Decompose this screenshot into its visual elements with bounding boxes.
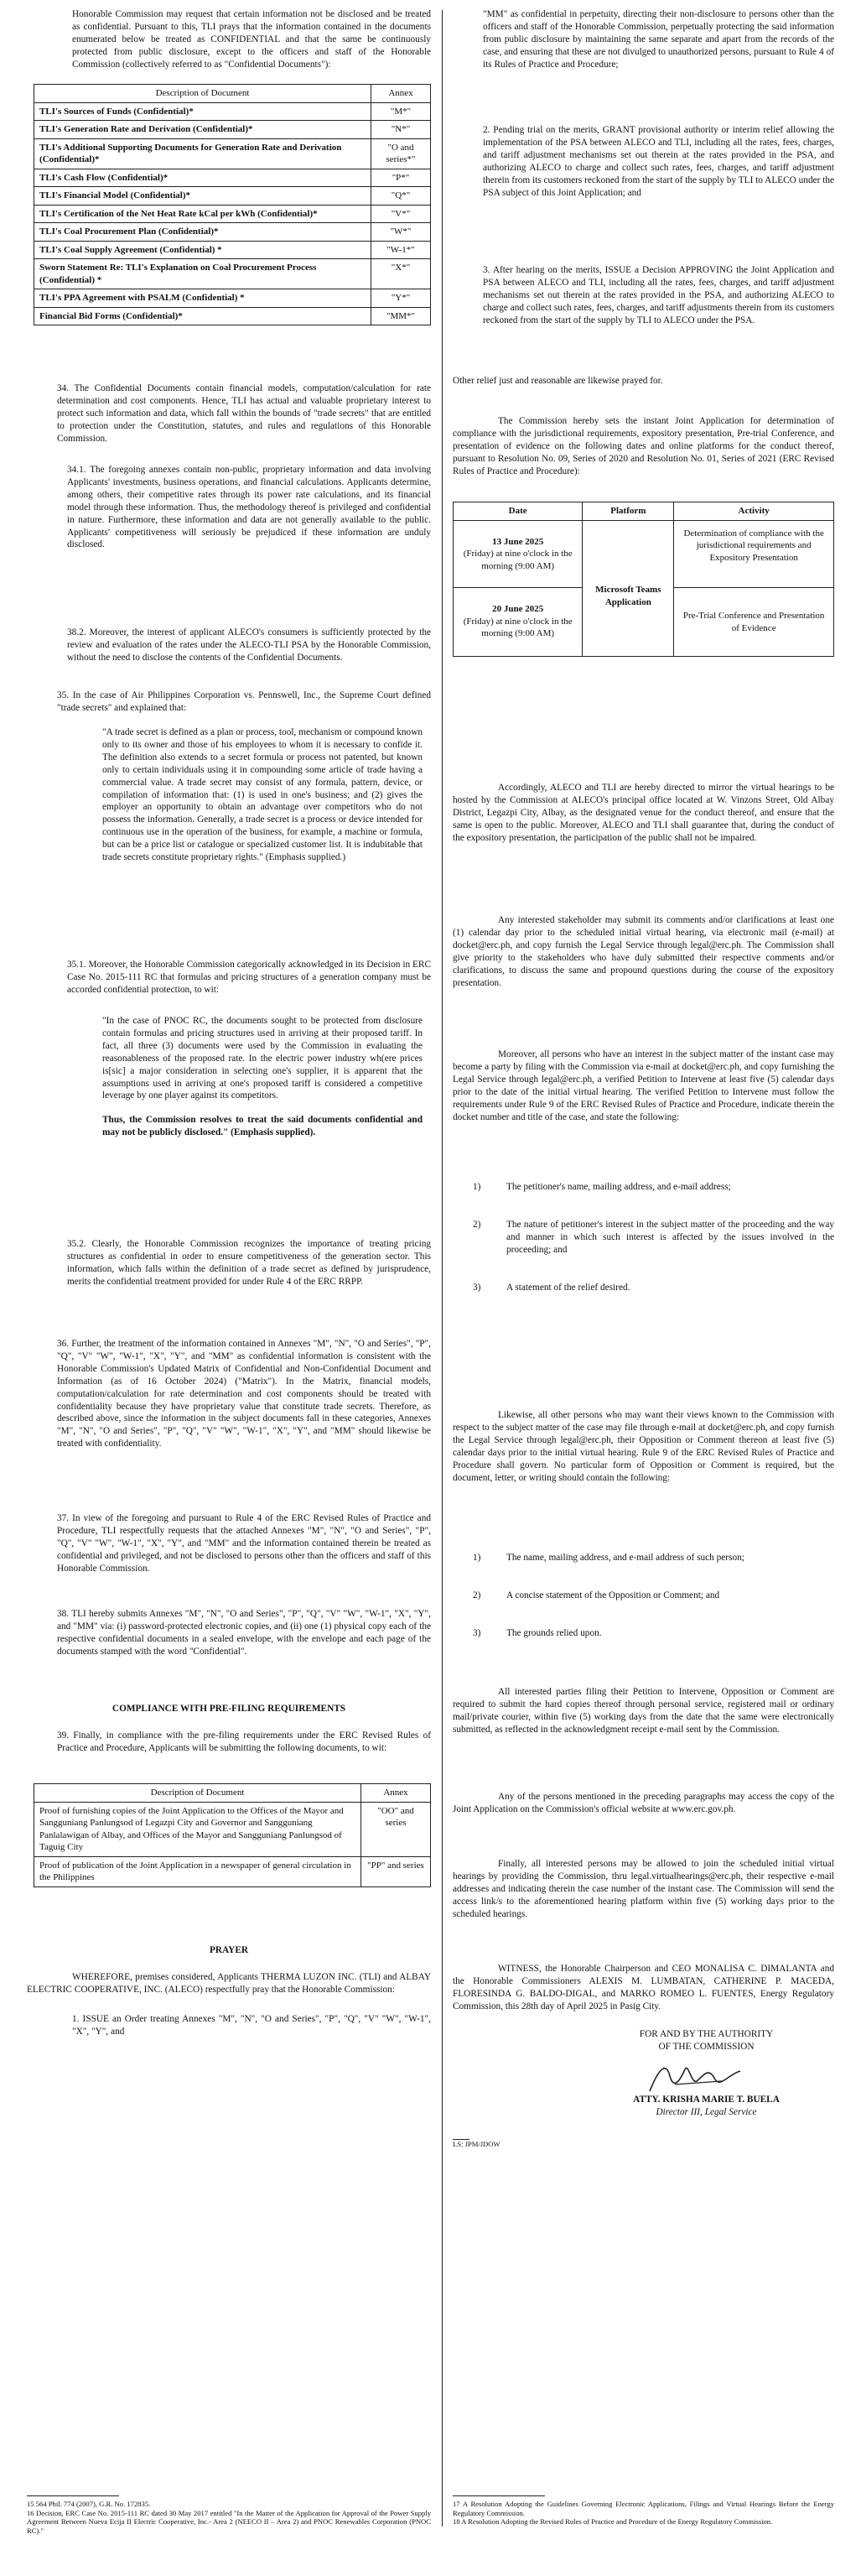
signatory-name: ATTY. KRISHA MARIE T. BUELA <box>633 2095 780 2105</box>
prayer-1-continued: "MM" as confidential in perpetuity, directing their non-disclosure to persons other than the officers and staff of the Honorable Commission, perpetually protecting the said information from public disclosure by maintaining the same separate and apart from the records of the case, and ensuring that these are not divulged to unauthorized persons, pursuant to Rule 4 of its Rules of Practice and Procedure; <box>483 9 834 70</box>
schedule-time: (Friday) at nine o'clock in the morning (9:00 AM) <box>463 549 573 571</box>
petition-requirements-list: 1) The petitioner's name, mailing address, and e-mail address; 2) The nature of petitioner's interest in the subject matter of the proceeding and the way and manner in which such interest is affected by the issues involved in the proceeding; and 3) A statement of the relief desired. <box>473 1182 834 1293</box>
document-description: TLI's Generation Rate and Derivation (Confidential)* <box>34 121 371 139</box>
document-description: TLI's PPA Agreement with PSALM (Confidential) * <box>34 289 371 308</box>
paragraph-35-2: 35.2. Clearly, the Honorable Commission recognizes the importance of treating pricing structures as confidential in order to ensure competitiveness of the generation sector. This information, which falls within the definition of a trade secret as defined by jurisprudence, merits the confidential treatment provided for under Rule 4 of the ERC RRPP. <box>67 1239 431 1287</box>
annex-label: "X*" <box>371 259 431 289</box>
document-description: TLI's Certification of the Net Heat Rate kCal per kWh (Confidential)* <box>34 205 371 223</box>
table-header: Annex <box>361 1784 431 1803</box>
table-header: Platform <box>583 502 674 521</box>
table-header: Date <box>454 502 583 521</box>
annex-label: "O and series*" <box>371 138 431 169</box>
table-header: Activity <box>674 502 834 521</box>
annex-label: "V*" <box>371 205 431 223</box>
schedule-activity: Determination of compliance with the jurisdictional requirements and Expository Presentation <box>674 520 834 588</box>
annex-label: "Y*" <box>371 289 431 308</box>
document-description: Sworn Statement Re: TLI's Explanation on Coal Procurement Process (Confidential) * <box>34 259 371 289</box>
footnote: 16 Decision, ERC Case No. 2015-111 RC dated 30 May 2017 entitled "In the Matter of the Application for Approval of the Power Supply Agreement Between Nueva Ecija II Electric Cooperative, Inc.- Area 2 (NEECO II – Area 2) and PNOC Renewables Corporation (PNOC RC)." <box>27 2508 431 2536</box>
footnote-rule <box>27 2495 119 2496</box>
list-item: A concise statement of the Opposition or Comment; and <box>506 1590 720 1600</box>
table-header: Description of Document <box>34 85 371 103</box>
compliance-heading: COMPLIANCE WITH PRE-FILING REQUIREMENTS <box>112 1704 346 1714</box>
footnote: 17 A Resolution Adopting the Guidelines Governing Electronic Applications, Filings and Virtual Hearings Before the Energy Regulatory Commission. <box>453 2500 834 2517</box>
other-relief: Other relief just and reasonable are likewise prayed for. <box>453 376 663 386</box>
document-description: Proof of publication of the Joint Application in a newspaper of general circulation in the Philippines <box>34 1856 361 1886</box>
table-header: Annex <box>371 85 431 103</box>
document-description: TLI's Coal Procurement Plan (Confidential)* <box>34 223 371 242</box>
table-header: Description of Document <box>34 1784 361 1803</box>
table-row <box>454 520 834 588</box>
column-divider <box>442 10 443 2527</box>
footnote: 18 A Resolution Adopting the Revised Rules of Practice and Procedure of the Energy Regulatory Commission. <box>453 2517 773 2527</box>
table-row <box>34 205 431 223</box>
confidential-documents-table <box>34 84 431 325</box>
paragraph-34: 34. The Confidential Documents contain financial models, computation/calculation for rate determination and cost components. Hence, TLI has actual and valuable proprietary interest to protect such information and data, which fall within the bounds of "trade secrets" that are entitled to protection under the Constitution, statutes, and rules and regulations of this Honorable Commission. <box>57 383 431 444</box>
table-row <box>34 1802 431 1856</box>
schedule-activity: Pre-Trial Conference and Presentation of Evidence <box>674 588 834 657</box>
commission-sets-paragraph: The Commission hereby sets the instant Joint Application for determination of compliance with the jurisdictional requirements, expository presentation, Pre-trial Conference, and presentation of evidence on the following dates and online platforms for the conduct thereof, pursuant to Resolution No. 09, Series of 2020 and Resolution No. 01, Series of 2021 (ERC Revised Rules of Practice and Procedure): <box>453 416 834 476</box>
prayer-item-1: 1. ISSUE an Order treating Annexes "M", "N", "O and Series", "P", "Q", "V" "W", "W-1", "X", "Y", and <box>72 2014 431 2037</box>
prayer-heading: PRAYER <box>209 1945 249 1955</box>
schedule-time: (Friday) at nine o'clock in the morning (9:00 AM) <box>463 616 573 639</box>
prayer-item-3: 3. After hearing on the merits, ISSUE a Decision APPROVING the Joint Application and PSA between ALECO and TLI, including all the rates, fees, charges, and tariff adjustment mechanisms set out therein at the rates provided in the PSA, and authorizing ALECO to charge and collect such rates, fees, charges, and tariff adjustments therein from its customers reckoned from the start of the supply by TLI to ALECO under the PSA. <box>483 265 834 325</box>
table-row <box>34 307 431 325</box>
paragraph-38: 38. TLI hereby submits Annexes "M", "N", "O and Series", "P", "Q", "V" "W", "W-1", "X", "Y", and "MM" via: (i) password-protected electronic copies, and (ii) one (1) physical copy each of the respective confidential documents in a sealed envelope, with the envelope and each page of the documents stamped with the word "Confidential". <box>57 1609 431 1657</box>
authority-line: OF THE COMMISSION <box>658 2041 755 2052</box>
virtual-hearing-paragraph: Finally, all interested persons may be allowed to join the scheduled initial virtual hearings by providing the Commission, thru legal.virtualhearings@erc.ph, their respective e-mail addresses and indicating therein the case number of the instant case. The Commission will send the access link/s to the aforementioned hearing platform within five (5) working days prior to the scheduled hearings. <box>453 1859 834 1919</box>
annex-label: "Q*" <box>371 187 431 206</box>
table-row <box>34 169 431 187</box>
signatory-title: Director III, Legal Service <box>656 2106 757 2117</box>
table-row <box>34 241 431 259</box>
table-row <box>34 259 431 289</box>
website-paragraph: Any of the persons mentioned in the preceding paragraphs may access the copy of the Joint Application on the Commission's official website at www.erc.gov.ph. <box>453 1792 834 1814</box>
hard-copies-paragraph: All interested parties filing their Petition to Intervene, Opposition or Comment are required to submit the hard copies thereof through personal service, registered mail or ordinary mail/private courier, within five (5) working days from the date that the same were electronically submitted, as reflected in the acknowledgment receipt e-mail sent by the Commission. <box>453 1687 834 1735</box>
initials: LS: JPM/JDOW <box>453 2140 501 2148</box>
schedule-platform: Microsoft Teams Application <box>583 520 674 657</box>
paragraph-34-1: 34.1. The foregoing annexes contain non-public, proprietary information and data involving Applicants' investments, business operations, and financial calculations. Applicants determine, among others, their competitive rates through its power rate calculations, and its financial model through these information. Thus, the methodology thereof is privileged and confidential in nature. Furthermore, these information and data are not generally available to the public. Applicants' competitiveness will seriously be prejudiced if these information are unduly disclosed. <box>67 465 431 550</box>
list-item: The petitioner's name, mailing address, and e-mail address; <box>506 1182 731 1192</box>
annex-label: "M*" <box>371 102 431 121</box>
opposition-requirements-list: 1) The name, mailing address, and e-mail address of such person; 2) A concise statement of the Opposition or Comment; and 3) The grounds relied upon. <box>453 1552 834 1640</box>
prayer-item-2: 2. Pending trial on the merits, GRANT provisional authority or interim relief allowing the implementation of the PSA between ALECO and TLI, including all the rates, fees, charges, and tariff adjustment mechanisms set out therein at the rates provided in the PSA, and authorizing ALECO to charge and collect such rates, fees, charges, and tariff adjustment therein from its customers reckoned from the start of the supply by TLI to ALECO under the PSA subject of this Joint Application; and <box>483 125 834 198</box>
table-row <box>34 102 431 121</box>
document-description: TLI's Cash Flow (Confidential)* <box>34 169 371 187</box>
document-description: Proof of furnishing copies of the Joint Application to the Offices of the Mayor and Sangguniang Panlungsod of Legazpi City and Governor and Sangguniang Panlalawigan of Albay, and Offices of the Mayor and Sangguniang Panlungsod of Taguig City <box>34 1802 361 1856</box>
paragraph-36: 36. Further, the treatment of the information contained in Annexes "M", "N", "O and Series", "P", "Q", "V" "W", "W-1", "X", "Y", and "MM" as confidential information is consistent with the Honorable Commission's Updated Matrix of Confidential and Non-Confidential Document and Information (as of 16 October 2024) ("Matrix"). In the Matrix, financial models, computation/calculation for rate determination and cost components should be treated with confidentiality because they have proprietary value that constitute trade secrets. Therefore, as described above, since the information in the subject documents fall in these categories, Annexes "M", "N", "O and Series", "P", "Q", "V" "W", "W-1", "X", "Y", and "MM" should likewise be treated with confidentiality. <box>57 1339 431 1449</box>
paragraph-35: 35. In the case of Air Philippines Corporation vs. Pennswell, Inc., the Supreme Court defined "trade secrets" and explained that: <box>57 690 431 713</box>
paragraph-37: 37. In view of the foregoing and pursuant to Rule 4 of the ERC Revised Rules of Practice and Procedure, TLI respectfully requests that the attached Annexes "M", "N", "O and Series", "P", "Q", "V" "W", "W-1", "X", "Y", and "MM" and the information contained therein be treated as confidential and privileged, and not be disclosed to persons other than the officers and staff of this Honorable Commission. <box>57 1513 431 1574</box>
intervene-paragraph: Moreover, all persons who have an interest in the subject matter of the instant case may become a party by filing with the Commission via e-mail at docket@erc.ph, and copy furnishing the Legal Service through legal@erc.ph, a verified Petition to Intervene at least five (5) calendar days prior to the date of the initial virtual hearing. The verified Petition to Intervene must follow the requirements under Rule 9 of the ERC Revised Rules of Practice and Procedure, indicate therein the docket number and title of the case, and state the following: <box>453 1049 834 1122</box>
document-description: TLI's Financial Model (Confidential)* <box>34 187 371 206</box>
authority-line: FOR AND BY THE AUTHORITY <box>639 2029 774 2039</box>
list-item: The name, mailing address, and e-mail address of such person; <box>506 1553 744 1563</box>
schedule-date: 20 June 2025 <box>492 604 544 615</box>
opposition-paragraph: Likewise, all other persons who may want their views known to the Commission with respect to the subject matter of the case may file through e-mail at docket@erc.ph, and copy furnish the Legal Service through legal@erc.ph, their Opposition or Comment thereon at least five (5) calendar days prior to the initial virtual hearing. Rule 9 of the ERC Revised Rules of Practice and Procedure shall govern. No particular form of Opposition or Comment is required, but the document, letter, or writing should contain the following: <box>453 1410 834 1483</box>
table-row <box>34 1856 431 1886</box>
annex-label: "N*" <box>371 121 431 139</box>
quote-pnoc: "In the case of PNOC RC, the documents sought to be protected from disclosure contain formulas and pricing structures used in arriving at their proposed tariff. In fact, all three (3) documents were used by the Commission in evaluating the reasonableness of the proposed rate. In the electric power industry wh(ere prices is[sic] a major consideration in selecting one's supplier, it is apparent that the assumptions used in arriving at one's proposed tariff is considered a competitive leverage by one player against its competitors. <box>102 1016 423 1101</box>
quote-trade-secret: "A trade secret is defined as a plan or process, tool, mechanism or compound known only to its owner and those of his employees to whom it is necessary to confide it. The definition also extends to a secret formula or process not patented, but known only to certain individuals using it in compounding some article of trade having a commercial value. A trade secret may consist of any formula, pattern, device, or compilation of information that: (1) is used in one's business; and (2) gives the employer an opportunity to obtain an advantage over competitors who do not possess the information. Generally, a trade secret is a process or device intended for continuous use in the operation of the business, for example, a machine or formula, but can be a price list or catalogue or specialized customer list. It is indubitable that trade secrets constitute proprietary rights." (Emphasis supplied.) <box>102 727 423 863</box>
quote-pnoc-resolution: Thus, the Commission resolves to treat the said documents confidential and may not be publicly disclosed." (Emphasis supplied). <box>102 1115 423 1138</box>
list-item: The grounds relied upon. <box>506 1627 602 1638</box>
stakeholder-paragraph: Any interested stakeholder may submit its comments and/or clarifications at least one (1) calendar day prior to the scheduled initial virtual hearing, via electronic mail (e-mail) at docket@erc.ph, and copy furnish the Legal Service through legal@erc.ph. The Commission shall give priority to the stakeholders who have duly submitted their respective comments and/or clarifications, to discuss the same and propound questions during the course of the expository presentation. <box>453 915 834 988</box>
list-item: The nature of petitioner's interest in the subject matter of the proceeding and the way and manner in which such interest is affected by the issues involved in the proceeding; and <box>506 1219 834 1255</box>
list-item: A statement of the relief desired. <box>506 1282 630 1293</box>
accordingly-paragraph: Accordingly, ALECO and TLI are hereby directed to mirror the virtual hearings to be hosted by the Commission at ALECO's principal office located at W. Vinzons Street, Old Albay District, Legazpi City, Albay, as the designated venue for the conduct thereof, and ensure that the same is open to the public. Moreover, ALECO and TLI shall guarantee that, during the conduct of the expository presentation, the participation of the public shall not be impaired. <box>453 783 834 843</box>
table-row <box>34 121 431 139</box>
annex-label: "PP" and series <box>361 1856 431 1886</box>
intro-paragraph: Honorable Commission may request that certain information not be disclosed and be treated as confidential. Pursuant to this, TLI prays that the information contained in the documents enumerated below be treated as CONFIDENTIAL and that the same be continuously protected from public disclosure, except to the officers and staff of the Honorable Commission (collectively referred to as "Confidential Documents"): <box>72 9 431 70</box>
annex-label: "P*" <box>371 169 431 187</box>
hearing-schedule-table <box>453 502 834 657</box>
wherefore-paragraph: WHEREFORE, premises considered, Applicants THERMA LUZON INC. (TLI) and ALBAY ELECTRIC COOPERATIVE, INC. (ALECO) respectfully pray that the Honorable Commission: <box>27 1972 431 1995</box>
signature-image <box>641 2059 759 2098</box>
paragraph-38-2: 38.2. Moreover, the interest of applicant ALECO's consumers is sufficiently protected by the review and evaluation of the rates under the ALECO-TLI PSA by the Honorable Commission, without the need to disclose the contents of the Confidential Documents. <box>67 627 431 663</box>
annex-label: "W-1*" <box>371 241 431 259</box>
table-row <box>34 289 431 308</box>
table-row <box>34 187 431 206</box>
document-description: Financial Bid Forms (Confidential)* <box>34 307 371 325</box>
witness-paragraph: WITNESS, the Honorable Chairperson and CEO MONALISA C. DIMALANTA and the Honorable Commissioners ALEXIS M. LUMBATAN, CATHERINE P. MACEDA, FLORESINDA G. BALDO-DIGAL, and MARKO ROMEO L. FUENTES, Energy Regulatory Commission, this 28th day of April 2025 in Pasig City. <box>453 1964 834 2011</box>
schedule-date: 13 June 2025 <box>492 536 544 547</box>
table-row <box>34 223 431 242</box>
table-row <box>34 138 431 169</box>
footnote-rule <box>453 2495 545 2496</box>
document-description: TLI's Sources of Funds (Confidential)* <box>34 102 371 121</box>
annex-label: "OO" and series <box>361 1802 431 1856</box>
annex-label: "MM*" <box>371 307 431 325</box>
annex-label: "W*" <box>371 223 431 242</box>
document-description: TLI's Additional Supporting Documents for Generation Rate and Derivation (Confidential)* <box>34 138 371 169</box>
paragraph-39: 39. Finally, in compliance with the pre-filing requirements under the ERC Revised Rules of Practice and Procedure, Applicants will be submitting the following documents, to wit: <box>57 1730 431 1753</box>
prefiling-table <box>34 1783 431 1887</box>
document-description: TLI's Coal Supply Agreement (Confidential) * <box>34 241 371 259</box>
paragraph-35-1: 35.1. Moreover, the Honorable Commission categorically acknowledged in its Decision in ERC Case No. 2015-111 RC that formulas and pricing structures of a generation company must be accorded confidential protection, to wit: <box>67 960 431 995</box>
footnote: 15 564 Phil. 774 (2007), G.R. No. 172835. <box>27 2500 151 2508</box>
